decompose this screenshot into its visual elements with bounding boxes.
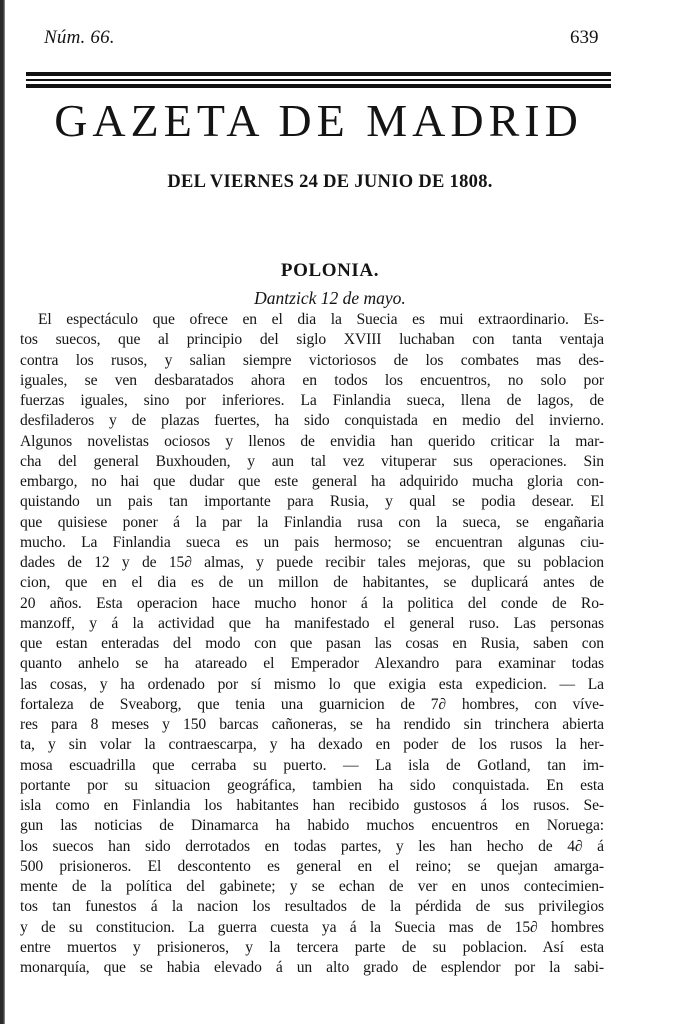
text-line: 500 prisioneros. El descontento es general en el reino; se quejan amarga- (20, 857, 604, 875)
text-line: desfiladeros y de plazas fuertes, ha sido conquistada en medio del invierno. (20, 412, 604, 430)
text-line: tos tan funestos á la nacion los resultados de la pérdida de sus privilegios (20, 898, 604, 916)
text-line: cha del general Buxhouden, y aun tal vez vituperar sus operaciones. Sin (20, 452, 604, 470)
text-line: tos suecos, que al principio del siglo XVIII luchaban con tanta ventaja (20, 331, 604, 349)
text-line: portante por su situacion geográfica, tambien ha sido conquistada. En esta (20, 776, 604, 794)
text-line: monarquía, que se habia elevado á un alto grado de esplendor por la sabi- (20, 959, 604, 976)
section-title: POLONIA. (280, 260, 380, 281)
issue-date: DEL VIERNES 24 DE JUNIO DE 1808. (167, 172, 493, 192)
text-line: res para 8 meses y 150 barcas cañoneras, se ha rendido sin trinchera abierta (20, 716, 604, 733)
text-line: Algunos novelistas ociosos y llenos de envidia han querido criticar la mar- (20, 432, 604, 450)
text-line: El espectáculo que ofrece en el dia la Suecia es mui extraordinario. Es- (38, 311, 604, 328)
text-line: embargo, no hai que dudar que este general ha adquirido mucha gloria con- (20, 473, 604, 490)
text-line: los suecos han sido derrotados en todas partes, y les han hecho de 4∂ á (20, 837, 604, 855)
text-line: entre muertos y prisioneros, y la tercera parte de su poblacion. Así esta (20, 938, 604, 956)
header-rule-middle (26, 79, 611, 81)
text-line: quistando un pais tan importante para Rusia, y qual se podia desear. El (20, 493, 604, 511)
text-line: cion, que en el dia es de un millon de habitantes, se duplicará antes de (20, 574, 604, 592)
page-edge (0, 0, 5, 1024)
text-line: isla como en Finlandia los habitantes han recibido gustosos á los rusos. Se- (20, 797, 604, 814)
text-line: contra los rusos, y salian siempre victoriosos de los combates mas des- (20, 351, 604, 369)
story-dateline: Dantzick 12 de mayo. (254, 288, 406, 308)
text-line: iguales, se ven desbaratados ahora en todos los encuentros, no solo por (20, 371, 604, 389)
header-rule-top (26, 72, 611, 76)
text-line: las cosas, y ha ordenado por sí mismo lo que exigia esta expedicion. — La (20, 675, 604, 693)
text-line: mente de la política del gabinete; y se echan de ver en unos contecimien- (20, 878, 604, 895)
text-line: dades de 12 y de 15∂ almas, y puede recibir tales mejoras, que su poblacion (20, 554, 604, 571)
text-line: mucho. La Finlandia sueca es un pais hermoso; se encuentran algunas ciu- (20, 533, 604, 551)
text-line: 20 años. Esta operacion hace mucho honor á la politica del conde de Ro- (20, 594, 604, 612)
page-number: 639 (570, 27, 599, 48)
text-line: fortaleza de Sveaborg, que tenia una guarnicion de 7∂ hombres, con víve- (20, 695, 604, 713)
text-line: ta, y sin volar la contraescarpa, y ha dexado en poder de los rusos la her- (20, 736, 604, 754)
text-line: que quisiese poner á la par la Finlandia rusa con la sueca, se engañaria (20, 513, 604, 531)
text-line: fuerzas iguales, sino por inferiores. La Finlandia sueca, llena de lagos, de (20, 392, 604, 409)
article-body (20, 310, 604, 978)
masthead-title: GAZETA DE MADRID (54, 95, 583, 146)
issue-number: Núm. 66. (44, 27, 115, 48)
text-line: gun las noticias de Dinamarca ha habido muchos encuentros en Noruega: (20, 817, 604, 835)
text-line: y de su constitucion. La guerra cuesta ya á la Suecia mas de 15∂ hombres (20, 918, 604, 936)
text-line: manzoff, y á la actividad que ha manifestado el general ruso. Las personas (20, 614, 604, 632)
text-line: quanto anhelo se ha atareado el Emperador Alexandro para examinar todas (20, 655, 604, 673)
text-line: que estan enteradas del modo con que pasan las cosas en Rusia, saben con (20, 635, 604, 652)
header-rule-bottom (26, 84, 611, 88)
text-line: mosa escuadrilla que cerraba su puerto. — La isla de Gotland, tan im- (20, 756, 604, 774)
